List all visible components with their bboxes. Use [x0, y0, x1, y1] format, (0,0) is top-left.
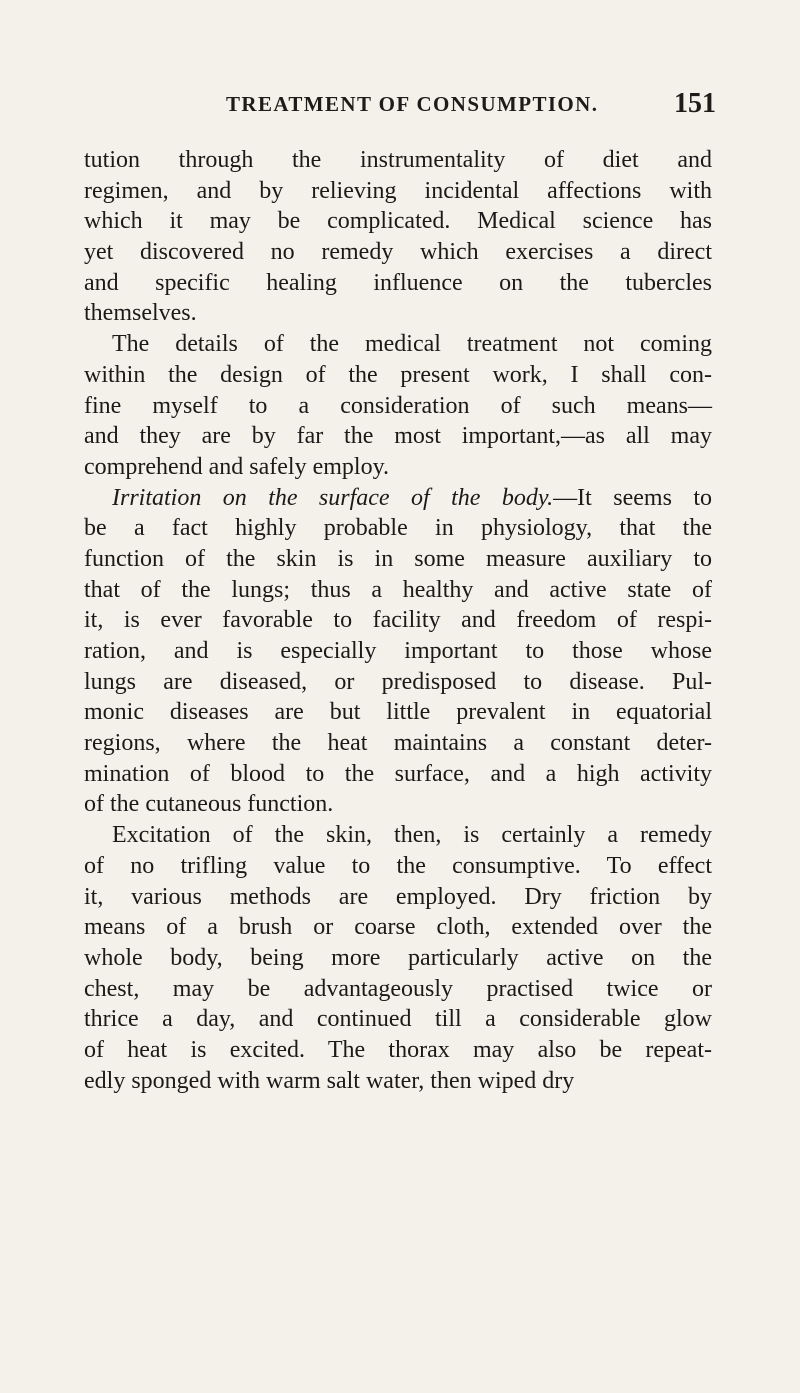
text-line: lungs are diseased, or predisposed to disease. Pul- — [84, 668, 712, 695]
text-line: thrice a day, and continued till a considerable glow — [84, 1006, 712, 1033]
text-line: Excitation of the skin, then, is certainly a remedy — [112, 822, 712, 849]
text-line: The details of the medical treatment not coming — [112, 331, 712, 358]
section-heading: Irritation on the surface of the body. — [112, 484, 554, 511]
text-line: regions, where the heat maintains a constant deter- — [84, 730, 712, 757]
text-line: whole body, being more particularly active on the — [84, 944, 712, 971]
text-line: of no trifling value to the consumptive. To effect — [84, 852, 712, 879]
text-line: and they are by far the most important,—as all may — [84, 423, 712, 450]
text-line: regimen, and by relieving incidental affections with — [84, 177, 712, 204]
text-line: that of the lungs; thus a healthy and active state of — [84, 576, 712, 603]
text-line: be a fact highly probable in physiology, that the — [84, 515, 712, 542]
section-heading-line — [84, 483, 712, 514]
text-line: themselves. — [84, 300, 197, 327]
text-line: ration, and is especially important to those whose — [84, 638, 712, 664]
heading-continuation: —It seems to — [553, 484, 712, 511]
text-line: which it may be complicated. Medical science has — [84, 208, 712, 235]
text-line: mination of blood to the surface, and a high activity — [84, 760, 712, 787]
body-text — [84, 145, 712, 1096]
text-line: of the cutaneous function. — [84, 791, 334, 818]
running-title: TREATMENT OF CONSUMPTION. — [226, 92, 599, 116]
page-header — [226, 88, 716, 128]
text-line: it, various methods are employed. Dry friction by — [84, 883, 712, 910]
text-line: edly sponged with warm salt water, then wiped dry — [84, 1067, 575, 1094]
text-line: yet discovered no remedy which exercises a direct — [84, 239, 712, 266]
text-line: it, is ever favorable to facility and freedom of respi- — [84, 607, 712, 634]
text-line: function of the skin is in some measure auxiliary to — [84, 545, 712, 572]
text-line: fine myself to a consideration of such means— — [84, 392, 712, 419]
text-line: within the design of the present work, I shall con- — [84, 361, 712, 388]
page-number: 151 — [674, 88, 716, 119]
text-line: means of a brush or coarse cloth, extended over the — [84, 914, 712, 941]
text-line: chest, may be advantageously practised twice or — [84, 975, 712, 1002]
text-line: comprehend and safely employ. — [84, 453, 390, 480]
text-line: and specific healing influence on the tubercles — [84, 269, 712, 296]
text-line: monic diseases are but little prevalent in equatorial — [84, 699, 712, 726]
text-line: of heat is excited. The thorax may also be repeat- — [84, 1036, 712, 1063]
text-line: tution through the instrumentality of diet and — [84, 147, 712, 173]
